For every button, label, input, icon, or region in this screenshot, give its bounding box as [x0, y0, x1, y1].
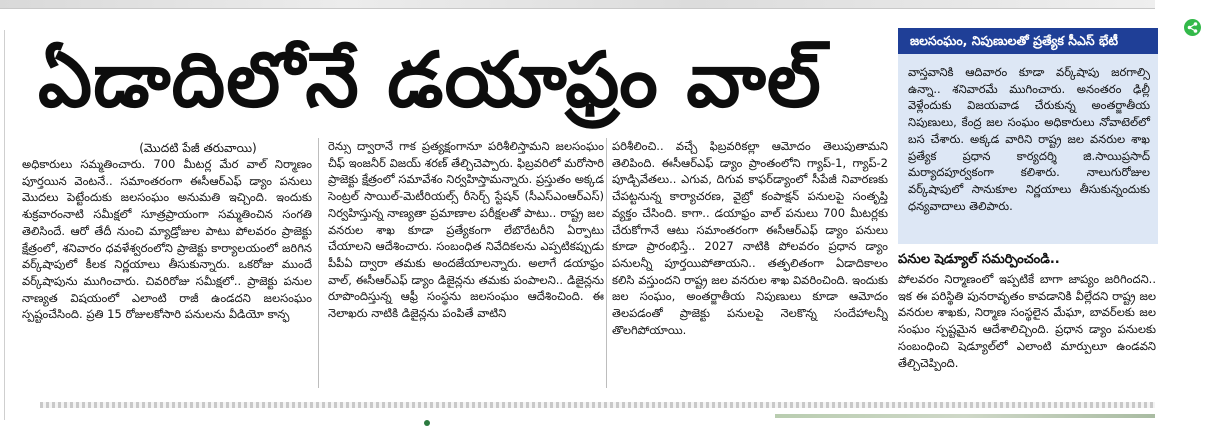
- article-headline: ఏడాదిలోనే డయాఫ్రం వాల్: [38, 35, 822, 124]
- sidebar-body-text: పోలవరం నిర్మాణంలో ఇప్పటికే బాగా జాప్యం జరిగిందని.. ఇక ఈ పరిస్థితి పునరావృతం కావడానికి వీల్లేదని రాష్ట్ర జల వనరుల శాఖకు, నిర్మాణ సంస్థలైన మేఘా, బావర్‌లకు జల సంఘం స్పష్టమైన ఆదేశాలిచ్చింది. ప్రధాన డ్యాం పనులకు సంబంధించి షెడ్యూల్‌లో ఎలాంటి మార్పులూ ఉండవని తేల్చిచెప్పింది.: [898, 272, 1156, 370]
- share-icon[interactable]: [1184, 19, 1201, 36]
- sidebar-box-text: వాస్తవానికి ఆదివారం కూడా వర్క్‌షాపు జరగాల్సి ఉన్నా.. శనివారమే ముగించారు. అనంతరం ఢిల్లీ వెళ్లేందుకు విజయవాడ చేరుకున్న అంతర్జాతీయ నిపుణులు, కేంద్ర జల సంఘం అధికారులు నోవాటెల్‌లో బస చేశారు. అక్కడ వారిని రాష్ట్ర జల వనరుల శాఖ ప్రత్యేక ప్రధాన కార్యదర్శి జి.సాయిప్రసాద్ మర్యాదపూర్వకంగా కలిశారు. నాలుగురోజుల వర్క్‌షాపులో సానుకూల నిర్ణయాలు తీసుకున్నందుకు ధన్యవాదాలు తెలిపారు.: [898, 54, 1158, 244]
- continued-label: (మొదటి పేజీ తరువాయి): [139, 141, 257, 155]
- sidebar-subhead: పనుల షెడ్యూల్ సమర్పించండి..: [898, 252, 1060, 267]
- sidebar-banner: జలసంఘం, నిపుణులతో ప్రత్యేక సీఎస్ భేటీ: [898, 28, 1158, 54]
- article-column-2: రెన్సు ద్వారానే గాక ప్రత్యక్షంగానూ పరిశీలిస్తామని జలసంఘం చీఫ్ ఇంజనీర్ విజయ్ శరణ్ తేల్చిచెప్పారు. ఫిబ్రవరిలో మరోసారి ప్రాజెక్టు క్షేత్రంలో సమావేశం నిర్వహిస్తామన్నారు. ప్రస్తుతం అక్కడ సెంట్రల్ సాయిల్-మెటీరియల్స్ రీసెర్చ్ స్టేషన్ (సీఎస్ఎంఆర్ఎస్) నిర్వహిస్తున్న నాణ్యతా ప్రమాణాల పరీక్షలతో పాటు.. రాష్ట్ర జల వనరుల శాఖ కూడా ప్రత్యేకంగా లేబొరేటరీని ఏర్పాటు చేయాలని ఆదేశించారు. సంబంధిత నివేదికలను ఎప్పటికప్పుడు పీపీఏ ద్వారా తమకు అందజేయాలన్నారు. అలాగే డయాఫ్రం వాల్, ఈసీఆర్ఎఫ్ డ్యాం డిజైన్లను తమకు పంపాలని.. డిజైన్లను రూపొందిస్తున్న ఆఫ్రీ సంస్థను జలసంఘం ఆదేశించింది. ఈ నెలాఖరు నాటికి డిజైన్లను పంపితే వాటిని: [328, 139, 604, 321]
- left-column-rule: [4, 30, 5, 420]
- top-border-strip: [0, 0, 1155, 9]
- column-divider: [606, 138, 607, 388]
- article-column-3: పరిశీలించి.. వచ్చే ఫిబ్రవరికల్లా ఆమోదం తెలుపుతామని తెలిపింది. ఈసీఆర్ఎఫ్ డ్యాం ప్రాంతంలోని గ్యాప్-1, గ్యాప్-2 పూడ్చివేతలు.. ఎగువ, దిగువ కాఫర్‌డ్యాంలో సీపేజీ నివారణకు చేపట్టనున్న కార్యాచరణ, వైబ్రో కంపాక్షన్ పనులపై సంతృప్తి వ్యక్తం చేసింది. కాగా.. డయాఫ్రం వాల్ పనులు 700 మీటర్లకు చేరుకోగానే ఆటు సమాంతరంగా ఈసీఆర్ఎఫ్ డ్యాం పనులు కూడా ప్రారంభిస్తే.. 2027 నాటికి పోలవరం ప్రధాన డ్యాం పనులన్నీ పూర్తయిపోతాయని.. తత్ఫలితంగా ఏడాదికాలం కలిసి వస్తుందని రాష్ట్ర జల వనరుల శాఖ వివరించింది. ఇందుకు జల సంఘం, అంతర్జాతీయ నిపుణులు కూడా ఆమోదం తెలపడంతో ప్రాజెక్టు పనులపై నెలకొన్న సందేహాలన్నీ తొలగిపోయాయి.: [612, 139, 888, 337]
- bottom-divider: [40, 402, 1155, 408]
- bullet-icon: [424, 420, 430, 426]
- article-column-1: అధికారులు సమ్మతించారు. 700 మీటర్ల మేర వాల్ నిర్మాణం పూర్తయిన వెంటనే.. సమాంతరంగా ఈసీఆర్ఎఫ్ డ్యాం పనులు మొదలు పెట్టేందుకు జలసంఘం అనుమతి ఇచ్చింది. ఇందుకు శుక్రవారంనాటి సమీక్షలో సూత్రప్రాయంగా సమ్మతించిన సంగతి తెలిసిందే. ఆరో తేదీ నుంచి మ్యాడ్రోజుల పాటు పోలవరం ప్రాజెక్టు క్షేత్రంలో, శనివారం ధవళేశ్వరంలోని ప్రాజెక్టు కార్యాలయంలో జరిగిన వర్క్‌షాపులో కీలక నిర్ణయాలు తీసుకున్నారు. ఒకరోజు ముందే వర్క్‌షాపును ముగించారు. చివరిరోజు సమీక్షలో.. ప్రాజెక్టు పనుల నాణ్యత విషయంలో ఎలాంటి రాజీ ఉండదని జలసంఘం స్పష్టంచేసింది. ప్రతి 15 రోజులకోసారి పనులను వీడియో కాన్ఫ: [22, 157, 312, 322]
- next-article-image-edge: [775, 414, 1155, 418]
- column-divider: [318, 138, 319, 388]
